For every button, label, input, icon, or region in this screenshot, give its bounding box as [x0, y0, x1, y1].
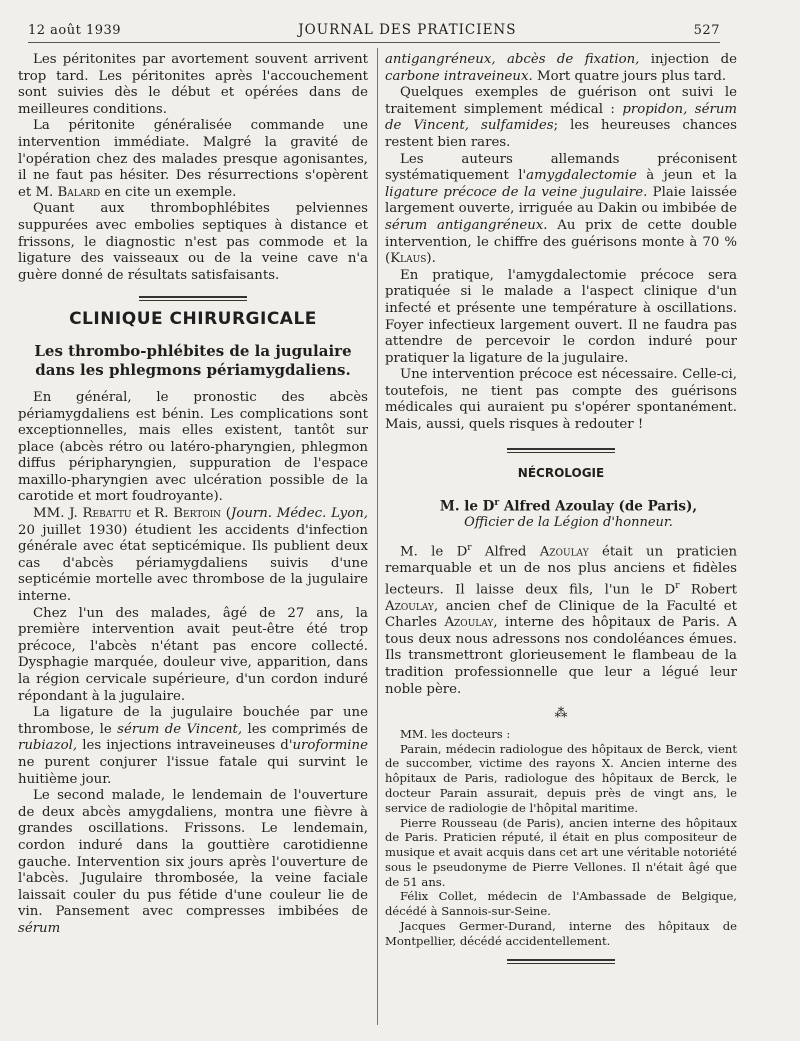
obituary-entry: Pierre Rousseau (de Paris), ancien interne des hôpitaux de Paris. Praticien réputé, il était en plus compositeur de musique et avait acquis dans cet art une véritable notoriété sous le pseudonyme de Pierre Vellones. Il n'était âgé que de 51 ans. [385, 815, 737, 889]
paragraph: Chez l'un des malades, âgé de 27 ans, la première intervention avait peut-être été trop précoce, l'abcès n'étant pas encore collecté. Dysphagie marquée, douleur vive, apparition, dans la région cervicale supérieure, d'un cordon induré répondant à la jugulaire. [18, 605, 368, 704]
paragraph: En général, le pronostic des abcès périamygdaliens est bénin. Les complications sont exceptionnelles, mais elles existent, tantôt sur place (abcès rétro ou latéro-pharyngien, phlegmon diffus péripharyngien, suppuration de l'espace maxillo-pharyngien avec ulcération possible de la carotide et mort foudroyante). [18, 389, 368, 505]
journal-title: JOURNAL DES PRATICIENS [298, 22, 517, 38]
paragraph: Les auteurs allemands préconisent systématiquement l'amygdalectomie à jeun et la ligature précoce de la veine jugulaire. Plaie laissée largement ouverte, irriguée au Dakin ou imbibée de sérum antigangréneux. Au prix de cette double intervention, le chiffre des guérisons monte à 70 % (Klaus). [385, 151, 737, 267]
section-rule [507, 448, 615, 453]
left-column [18, 52, 368, 1027]
paragraph: antigangréneux, abcès de fixation, injection de carbone intraveineux. Mort quatre jours plus tard. [385, 52, 737, 84]
paragraph: Les péritonites par avortement souvent arrivent trop tard. Les péritonites après l'accouchement sont suivies dès le début et opérées dans de meilleures conditions. [18, 52, 368, 117]
running-header [28, 16, 720, 43]
paragraph: M. le $D^r$ Alfred Azoulay était un praticien remarquable et un de nos plus anciens et fidèles lecteurs. Il laisse deux fils, l'un le $D^r$ Robert Azoulay, ancien chef de Clinique de la Faculté et Charles Azoulay, interne des hôpitaux de Paris. A tous deux nous adressons nos condoléances émues. Ils transmettront glorieusement le flambeau de la tradition professionnelle que leur a légué leur noble père. [385, 542, 737, 697]
paragraph: La péritonite généralisée commande une intervention immédiate. Malgré la gravité de l'opération chez des malades presque agonisantes, il ne faut pas hésiter. Des résurrections s'opèrent et M. Balard en cite un exemple. [18, 118, 368, 200]
paragraph: Le second malade, le lendemain de l'ouverture de deux abcès amygdaliens, montra une fièvre à grandes oscillations. Frissons. Le lendemain, cordon induré dans la gouttière carotidienne gauche. Intervention six jours après l'ouverture de l'abcès. Jugulaire thrombosée, la veine faciale laissait couler du pus fétide d'une couleur lie de vin. Pansement avec compresses imbibées de sérum [18, 788, 368, 936]
paragraph: MM. les docteurs : [400, 726, 511, 741]
article-title: Les thrombo-phlébites de la jugulaire dans les phlegmons périamygdaliens. [34, 341, 352, 379]
paragraph: Une intervention précoce est nécessaire. Celle-ci, toutefois, ne tient pas compte des guérisons médicales qui auraient pu s'opérer spontanément. Mais, aussi, quels risques à redouter ! [385, 367, 737, 433]
section-rule [139, 296, 247, 301]
paragraph: Quant aux thrombophlébites pelviennes suppurées avec embolies septiques à distance et frissons, le diagnostic n'est pas commode et la ligature des vaisseaux ou de la veine cave n'a guère donné de résultats satisfaisants. [18, 201, 368, 283]
column-divider [377, 48, 378, 1025]
page-number: 527 [693, 23, 720, 38]
paragraph: Quelques exemples de guérison ont suivi le traitement simplement médical : propidon, sérum de Vincent, sulfamides; les heureuses chances restent bien rares. [385, 85, 737, 150]
paragraph: La ligature de la jugulaire bouchée par une thrombose, le sérum de Vincent, les comprimés de rubiazol, les injections intraveineuses d'uroformine ne purent conjurer l'issue fatale qui survint le huitième jour. [18, 705, 368, 787]
section-rule [507, 959, 615, 964]
paragraph: En pratique, l'amygdalectomie précoce sera pratiquée si le malade a l'aspect clinique d'un infecté et présente une température à oscillations. Foyer infectieux largement ouvert. Il ne faudra pas attendre de percevoir le cordon induré pour pratiquer la ligature de la jugulaire. [385, 267, 737, 366]
paragraph: MM. J. Rebattu et R. Bertoin (Journ. Médec. Lyon, 20 juillet 1930) étudient les accidents d'infection générale avec état septicémique. Ils publient deux cas d'abcès périamygdaliens suivis d'une septicémie mortelle avec thrombose de la jugulaire interne. [18, 506, 368, 605]
obituary-entry: Parain, médecin radiologue des hôpitaux de Berck, vient de succomber, victime des rayons X. Ancien interne des hôpitaux de Paris, radiologue des hôpitaux de Berck, le docteur Parain assurait, depuis près de vingt ans, le service de radiologie de l'hôpital maritime. [385, 741, 737, 815]
right-column [385, 52, 737, 1027]
obituary-entry: Jacques Germer-Durand, interne des hôpitaux de Montpellier, décédé accidentellement. [385, 919, 737, 948]
obituary-entry: Félix Collet, médecin de l'Ambassade de Belgique, décédé à Sannois-sur-Seine. [385, 889, 737, 919]
section-title: CLINIQUE CHIRURGICALE [69, 309, 317, 330]
obituary-person: M. le $D^r$ Alfred Azoulay (de Paris), [439, 498, 698, 515]
obituary-office: Officier de la Légion d'honneur. [464, 515, 673, 531]
asterism: ⁂ [554, 706, 568, 722]
necrology-title: NÉCROLOGIE [517, 465, 605, 480]
header-date: 12 août 1939 [28, 23, 122, 38]
